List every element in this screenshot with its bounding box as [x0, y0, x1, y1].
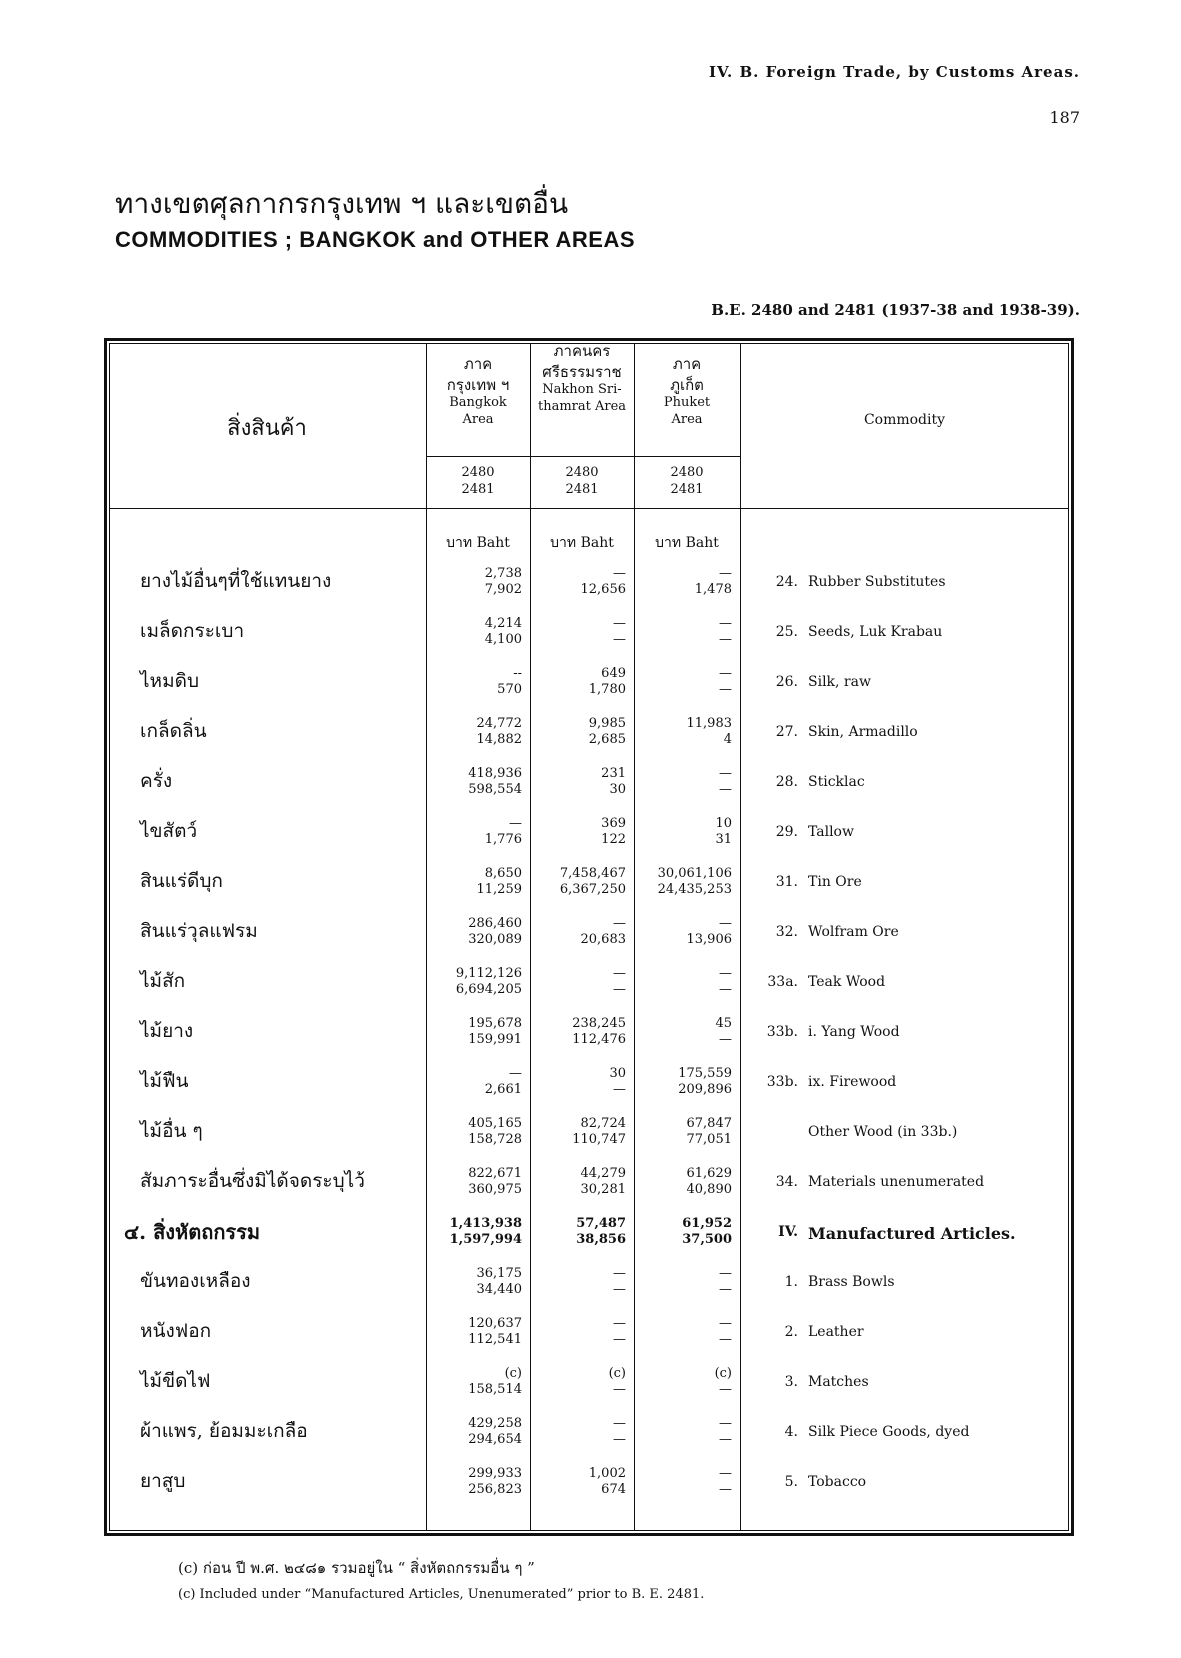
row-item-number: 33b.: [766, 1024, 798, 1040]
phuket-value: 61,629 40,890: [686, 1166, 732, 1197]
years-caption: B.E. 2480 and 2481 (1937-38 and 1938-39).: [711, 301, 1080, 319]
nakhon-value: — —: [613, 966, 626, 997]
phuket-unit: บาท Baht: [655, 535, 719, 551]
phuket-value: 11,983 4: [686, 716, 732, 747]
phuket-value: 45 —: [715, 1016, 732, 1047]
year-2480: 2480: [461, 465, 495, 480]
row-commodity-english: Silk, raw: [808, 674, 871, 690]
bangkok-unit: บาท Baht: [446, 535, 510, 551]
bangkok-value: 36,175 34,440: [476, 1266, 522, 1297]
row-item-number: 32.: [775, 924, 798, 940]
bangkok-value: 9,112,126 6,694,205: [455, 966, 522, 997]
nakhon-header: [532, 343, 632, 415]
bangkok-value: 299,933 256,823: [468, 1466, 522, 1497]
nakhon-value: 238,245 112,476: [572, 1016, 626, 1047]
bangkok-header-thai-2: กรุงเทพ ฯ: [446, 376, 510, 394]
row-commodity-english: Teak Wood: [808, 974, 886, 990]
nakhon-value: 30 —: [609, 1066, 626, 1097]
row-item-number: 33b.: [766, 1074, 798, 1090]
row-commodity-english: i. Yang Wood: [808, 1024, 900, 1040]
row-commodity-thai: สัมภาระอื่นซึ่งมิได้จดระบุไว้: [140, 1170, 365, 1192]
page-number: 187: [1049, 108, 1080, 127]
phuket-value: — —: [719, 966, 732, 997]
bangkok-value: 418,936 598,554: [468, 766, 522, 797]
footnote-thai: (c) ก่อน ปี พ.ศ. ๒๔๘๑ รวมอยู่ใน “ สิ่งหัตถกรรมอื่น ๆ ”: [178, 1559, 535, 1577]
bangkok-header-thai-1: ภาค: [463, 355, 493, 373]
row-commodity-english: Tin Ore: [808, 874, 862, 890]
nakhon-value: — 12,656: [580, 566, 626, 597]
phuket-value: — —: [719, 1316, 732, 1347]
nakhon-value: 649 1,780: [588, 666, 626, 697]
row-item-number: 3.: [784, 1374, 798, 1390]
row-item-number: 31.: [775, 874, 798, 890]
year-2481: 2481: [670, 482, 704, 497]
row-item-number: 29.: [775, 824, 798, 840]
phuket-value: — —: [719, 616, 732, 647]
row-commodity-thai: ไม้อื่น ๆ: [140, 1120, 203, 1142]
row-commodity-english: Seeds, Luk Krabau: [808, 624, 943, 640]
phuket-value: — —: [719, 1266, 732, 1297]
bangkok-header: [428, 356, 528, 428]
row-commodity-thai: ไม้ขีดไฟ: [140, 1370, 211, 1392]
nakhon-value: — 20,683: [580, 916, 626, 947]
nakhon-header-thai-1: ภาคนคร: [553, 342, 611, 360]
row-commodity-thai: สินแร่วุลแฟรม: [140, 920, 258, 942]
row-commodity-english: Sticklac: [808, 774, 865, 790]
row-commodity-english: Manufactured Articles.: [808, 1224, 1016, 1243]
nakhon-header-thai-2: ศรีธรรมราช: [542, 363, 622, 381]
row-item-number: 1.: [784, 1274, 798, 1290]
bangkok-value: — 2,661: [484, 1066, 522, 1097]
row-commodity-english: Other Wood (in 33b.): [808, 1124, 958, 1140]
nakhon-value: — —: [613, 1416, 626, 1447]
nakhon-value: 57,487 38,856: [576, 1216, 626, 1247]
phuket-header: [636, 356, 738, 428]
row-commodity-thai: ๔. สิ่งหัตถกรรม: [124, 1220, 261, 1244]
row-commodity-english: Tobacco: [808, 1474, 867, 1490]
row-item-number: 34.: [775, 1174, 798, 1190]
row-commodity-english: Wolfram Ore: [808, 924, 899, 940]
row-commodity-english: Materials unenumerated: [808, 1174, 985, 1190]
phuket-value: 30,061,106 24,435,253: [657, 866, 732, 897]
phuket-value: 61,952 37,500: [682, 1216, 732, 1247]
bangkok-value: 8,650 11,259: [476, 866, 522, 897]
row-item-number: 33a.: [767, 974, 798, 990]
row-commodity-thai: ไขสัตว์: [140, 820, 198, 842]
phuket-value: (c) —: [714, 1366, 732, 1397]
row-item-number: IV.: [778, 1224, 798, 1240]
english-heading: COMMODITIES ; BANGKOK and OTHER AREAS: [115, 227, 636, 252]
row-commodity-thai: ไม้สัก: [140, 970, 186, 992]
bangkok-value: 24,772 14,882: [476, 716, 522, 747]
nakhon-value: (c) —: [608, 1366, 626, 1397]
nakhon-value: 7,458,467 6,367,250: [559, 866, 626, 897]
phuket-header-thai-2: ภูเก็ต: [670, 376, 704, 394]
row-commodity-thai: ครั่ง: [140, 770, 173, 792]
row-commodity-english: ix. Firewood: [808, 1074, 897, 1090]
nakhon-value: 1,002 674: [588, 1466, 626, 1497]
row-item-number: 27.: [775, 724, 798, 740]
bangkok-value: 1,413,938 1,597,994: [449, 1216, 522, 1247]
row-commodity-thai: ไม้ฟืน: [140, 1070, 189, 1092]
year-2481: 2481: [565, 482, 599, 497]
bangkok-value: 822,671 360,975: [468, 1166, 522, 1197]
phuket-value: — —: [719, 1416, 732, 1447]
row-item-number: 24.: [775, 574, 798, 590]
bangkok-value: -- 570: [497, 666, 522, 697]
nakhon-years: [532, 464, 632, 498]
column-rule: [530, 343, 531, 1531]
row-commodity-english: Brass Bowls: [808, 1274, 895, 1290]
row-item-number: 26.: [775, 674, 798, 690]
nakhon-value: 9,985 2,685: [588, 716, 626, 747]
column-rule: [740, 343, 741, 1531]
bangkok-value: (c) 158,514: [468, 1366, 522, 1397]
phuket-value: — —: [719, 1466, 732, 1497]
bangkok-value: 405,165 158,728: [468, 1116, 522, 1147]
row-commodity-english: Silk Piece Goods, dyed: [808, 1424, 970, 1440]
row-commodity-thai: เมล็ดกระเบา: [140, 620, 245, 642]
nakhon-value: — —: [613, 1266, 626, 1297]
row-commodity-english: Matches: [808, 1374, 869, 1390]
row-item-number: 2.: [784, 1324, 798, 1340]
nakhon-value: — —: [613, 616, 626, 647]
row-commodity-thai: สินแร่ดีบุก: [140, 870, 223, 892]
row-item-number: 28.: [775, 774, 798, 790]
phuket-value: — —: [719, 666, 732, 697]
year-2481: 2481: [461, 482, 495, 497]
commodity-header-english: Commodity: [863, 412, 946, 428]
row-commodity-thai: หนังฟอก: [140, 1320, 212, 1342]
commodity-header-thai: สิ่งสินค้า: [227, 416, 307, 441]
footnote-english: (c) Included under “Manufactured Articles, Unenumerated” prior to B. E. 2481.: [178, 1587, 705, 1602]
bangkok-value: 195,678 159,991: [468, 1016, 522, 1047]
bangkok-value: 429,258 294,654: [468, 1416, 522, 1447]
bangkok-header-english: Bangkok Area: [449, 395, 507, 427]
row-commodity-thai: ไหมดิบ: [140, 670, 200, 692]
phuket-value: 175,559 209,896: [678, 1066, 732, 1097]
nakhon-header-english: Nakhon Sri- thamrat Area: [537, 382, 627, 414]
bangkok-value: 286,460 320,089: [468, 916, 522, 947]
nakhon-value: 82,724 110,747: [572, 1116, 626, 1147]
header-bottom-rule: [109, 508, 1069, 509]
phuket-value: — 1,478: [694, 566, 732, 597]
row-commodity-english: Rubber Substitutes: [808, 574, 946, 590]
bangkok-value: — 1,776: [484, 816, 522, 847]
row-commodity-thai: ยางไม้อื่นๆที่ใช้แทนยาง: [140, 570, 332, 592]
phuket-years: [636, 464, 738, 498]
bangkok-value: 4,214 4,100: [484, 616, 522, 647]
row-commodity-english: Leather: [808, 1324, 864, 1340]
nakhon-value: 231 30: [601, 766, 626, 797]
phuket-value: 10 31: [715, 816, 732, 847]
header-rule: [426, 456, 740, 457]
nakhon-unit: บาท Baht: [550, 535, 614, 551]
row-commodity-thai: ขันทองเหลือง: [140, 1270, 251, 1292]
row-commodity-thai: ไม้ยาง: [140, 1020, 194, 1042]
row-commodity-english: Tallow: [808, 824, 854, 840]
running-header: IV. B. Foreign Trade, by Customs Areas.: [708, 63, 1080, 81]
year-2480: 2480: [670, 465, 704, 480]
year-2480: 2480: [565, 465, 599, 480]
nakhon-value: 44,279 30,281: [580, 1166, 626, 1197]
nakhon-value: — —: [613, 1316, 626, 1347]
row-item-number: 25.: [775, 624, 798, 640]
row-commodity-thai: ยาสูบ: [140, 1470, 186, 1492]
column-rule: [634, 343, 635, 1531]
bangkok-value: 120,637 112,541: [468, 1316, 522, 1347]
thai-heading: ทางเขตศุลกากรกรุงเทพ ฯ และเขตอื่น: [115, 187, 569, 220]
phuket-header-english: Phuket Area: [663, 395, 711, 427]
nakhon-value: 369 122: [601, 816, 626, 847]
phuket-value: 67,847 77,051: [686, 1116, 732, 1147]
row-commodity-english: Skin, Armadillo: [808, 724, 918, 740]
phuket-header-thai-1: ภาค: [672, 355, 702, 373]
phuket-value: — 13,906: [686, 916, 732, 947]
row-item-number: 5.: [784, 1474, 798, 1490]
row-item-number: 4.: [784, 1424, 798, 1440]
column-rule: [426, 343, 427, 1531]
phuket-value: — —: [719, 766, 732, 797]
bangkok-years: [428, 464, 528, 498]
row-commodity-thai: เกล็ดลิ่น: [140, 720, 207, 742]
row-commodity-thai: ผ้าแพร, ย้อมมะเกลือ: [140, 1420, 308, 1442]
bangkok-value: 2,738 7,902: [484, 566, 522, 597]
